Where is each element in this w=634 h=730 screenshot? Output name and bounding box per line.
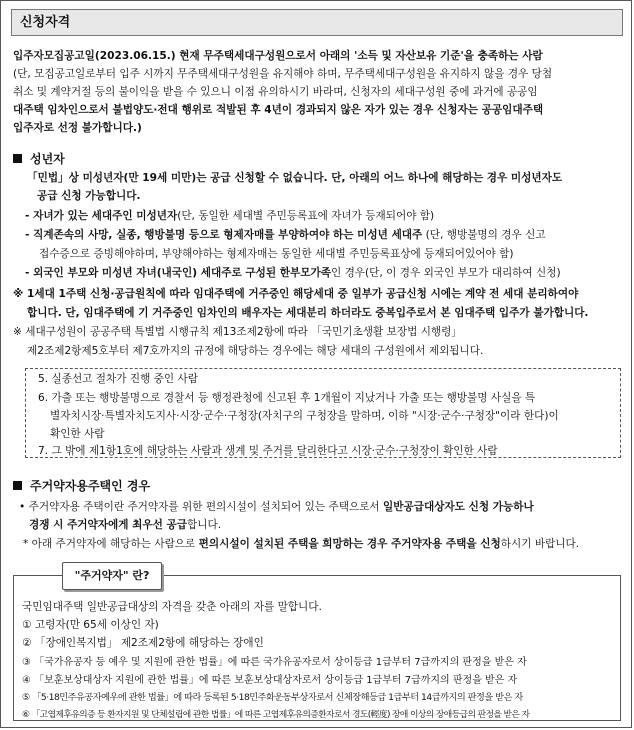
intro-paragraph bbox=[13, 47, 623, 139]
adult-rule-line-1: 「민법」상 미성년자(만 19세 미만)는 공급 신청할 수 없습니다. 단, 아래의 어느 하나에 해당하는 경우 미성년자도 bbox=[27, 172, 563, 184]
square-bullet-icon bbox=[13, 154, 22, 163]
definition-item-2: ② 「장애인복지법」 제2조제2항에 해당하는 장애인 bbox=[22, 637, 264, 649]
section-title: 신청자격 bbox=[20, 15, 71, 30]
intro-line-3: 취소 및 계약거절 등의 불이익을 받을 수 있으니 이점 유의하시기 바라며, 신청자의 세대구성원 중에 과거에 공공임 bbox=[13, 86, 538, 98]
section-title-box bbox=[11, 9, 623, 36]
adult-rule-line-2: 공급 신청 가능합니다. bbox=[37, 190, 141, 202]
housing-vulnerable-definition-box bbox=[13, 575, 621, 721]
section-heading-adult bbox=[13, 150, 65, 167]
adult-item-1-text: (단, 동일한 세대별 주민등록표에 자녀가 등재되어야 함) bbox=[177, 210, 435, 222]
note-2-line-2: 제2조제2항제5호부터 제7호까지의 규정에 해당하는 경우에는 해당 세대의 구성원에서 제외됩니다. bbox=[27, 345, 484, 357]
definition-item-3: ③ 「국가유공자 등 예우 및 지원에 관한 법률」에 따른 국가유공자로서 상이등급 1급부터 7급까지의 판정을 받은 자 bbox=[22, 657, 527, 668]
criteria-item-5: 5. 실종선고 절차가 진행 중인 사람 bbox=[38, 373, 198, 385]
elderly-line-1 bbox=[19, 498, 534, 516]
section-heading-text: 성년자 bbox=[30, 152, 65, 166]
adult-item-2 bbox=[25, 226, 546, 244]
criteria-item-6-line-3: 확인한 사람 bbox=[50, 428, 105, 440]
definition-item-5: ⑤ 「5·18민주유공자예우에 관한 법률」에 따라 등록된 5·18민주화운동부상자로서 신체장해등급 1급부터 14급까지의 판정을 받은 자 bbox=[22, 692, 523, 703]
definition-intro: 국민임대주택 일반공급대상의 자격을 갖춘 아래의 자를 말합니다. bbox=[22, 601, 322, 613]
criteria-item-7: 7. 그 밖에 제1항1호에 해당하는 사람과 생계 및 주거를 달리한다고 시장·군수·구청장이 확인한 사람 bbox=[38, 445, 498, 457]
adult-section-body bbox=[13, 169, 623, 357]
elderly-housing-body bbox=[13, 498, 623, 558]
adult-item-3-bold: - 외국인 부모와 미성년 자녀(내국인) 세대주로 구성된 한부모가족 bbox=[25, 267, 331, 279]
intro-line-5: 입주자로 선정 불가합니다.) bbox=[13, 122, 142, 134]
criteria-item-6-line-1: 6. 가출 또는 행방불명으로 경찰서 등 행정관청에 신고된 후 1개월이 지났거나 가출 또는 행방불명 사실을 특 bbox=[38, 392, 536, 404]
intro-line-2: (단, 모집공고일로부터 입주 시까지 무주택세대구성원을 유지해야 하며, 무주택세대구성원을 유지하지 않을 경우 당첨 bbox=[13, 68, 553, 80]
note-1-line-1: ※ 1세대 1주택 신청·공급원칙에 따라 임대주택에 거주중인 해당세대 중 일부가 공급신청 시에는 계약 전 세대 분리하여야 bbox=[13, 288, 579, 300]
definition-item-6: ⑥ 「고엽제후유의증 등 환자지원 및 단체설립에 관한 법률」에 따른 고엽제후유의증환자로서 경도(輕度) 장애 이상의 장애등급의 판정을 받은 자 bbox=[22, 710, 530, 720]
adult-item-3-text: 인 경우(단, 이 경우 외국인 부모가 대리하여 신청) bbox=[330, 267, 561, 279]
definition-tag-label: "주거약자" 란? bbox=[74, 569, 150, 582]
elderly-line-3-text: * 아래 주거약자에 해당하는 사람으로 bbox=[23, 538, 199, 550]
note-2-line-1: ※ 세대구성원이 공공주택 특별법 시행규칙 제13조제2항에 따라 「국민기초생활 보장법 시행령」 bbox=[13, 326, 462, 338]
adult-item-1-bold: - 자녀가 있는 세대주인 미성년자 bbox=[25, 210, 178, 222]
elderly-line-2-text: 합니다. bbox=[187, 519, 222, 531]
elderly-line-2-bold: 경쟁 시 주거약자에게 최우선 공급 bbox=[29, 519, 188, 531]
elderly-line-3 bbox=[23, 535, 579, 553]
definition-item-4: ④ 「보훈보상대상자 지원에 관한 법률」에 따른 보훈보상대상자로서 상이등급 1급부터 7급까지의 판정을 받은 자 bbox=[22, 675, 518, 686]
section-heading-text: 주거약자용주택인 경우 bbox=[30, 479, 151, 493]
section-heading-elderly-housing bbox=[13, 477, 150, 494]
elderly-line-2 bbox=[29, 516, 221, 534]
adult-item-2-text: (단, 행방불명의 경우 신고 bbox=[422, 229, 546, 241]
adult-item-2-cont: 접수증으로 증빙해야하며, 부양해야하는 형제자매는 동일한 세대별 주민등록표상에 등재되어있어야 함) bbox=[39, 248, 514, 260]
elderly-line-3-bold: 편의시설이 설치된 주택을 희망하는 경우 주거약자용 주택을 신청 bbox=[198, 538, 501, 550]
square-bullet-icon bbox=[13, 481, 22, 490]
adult-item-2-bold: - 직계존속의 사망, 실종, 행방불명 등으로 형제자매를 부양하여야 하는 미성년 세대주 bbox=[25, 229, 423, 241]
adult-item-3 bbox=[25, 264, 561, 282]
criteria-item-6-line-2: 별자치시장·특별자치도지사·시장·군수·구청장(자치구의 구청장을 말하며, 이하 "시장·군수·구청장"이라 한다)이 bbox=[50, 410, 559, 422]
definition-item-1: ① 고령자(만 65세 이상인 자) bbox=[22, 619, 159, 631]
intro-line-1: 입주자모집공고일(2023.06.15.) 현재 무주택세대구성원으로서 아래의 '소득 및 자산보유 기준'을 충족하는 사람 bbox=[13, 50, 543, 62]
elderly-line-1-bold: 일반공급대상자도 신청 가능하나 bbox=[383, 501, 534, 513]
note-1-line-2: 합니다. 단, 임대주택에 기 거주중인 임차인의 배우자는 세대분리 하더라도 중복입주로서 본 임대주택 입주가 불가합니다. bbox=[27, 307, 589, 319]
elderly-line-1-text: • 주거약자용 주택이란 주거약자를 위한 편의시설이 설치되어 있는 주택으로서 bbox=[19, 501, 384, 513]
intro-line-4: 대주택 임차인으로서 불법양도·전대 행위로 적발된 후 4년이 경과되지 않은 자가 있는 경우 신청자는 공공임대주택 bbox=[13, 104, 544, 116]
adult-item-1 bbox=[25, 207, 434, 225]
elderly-line-3-end: 하시기 바랍니다. bbox=[500, 538, 580, 550]
definition-tag bbox=[62, 562, 162, 590]
exclusion-criteria-box bbox=[25, 368, 621, 458]
